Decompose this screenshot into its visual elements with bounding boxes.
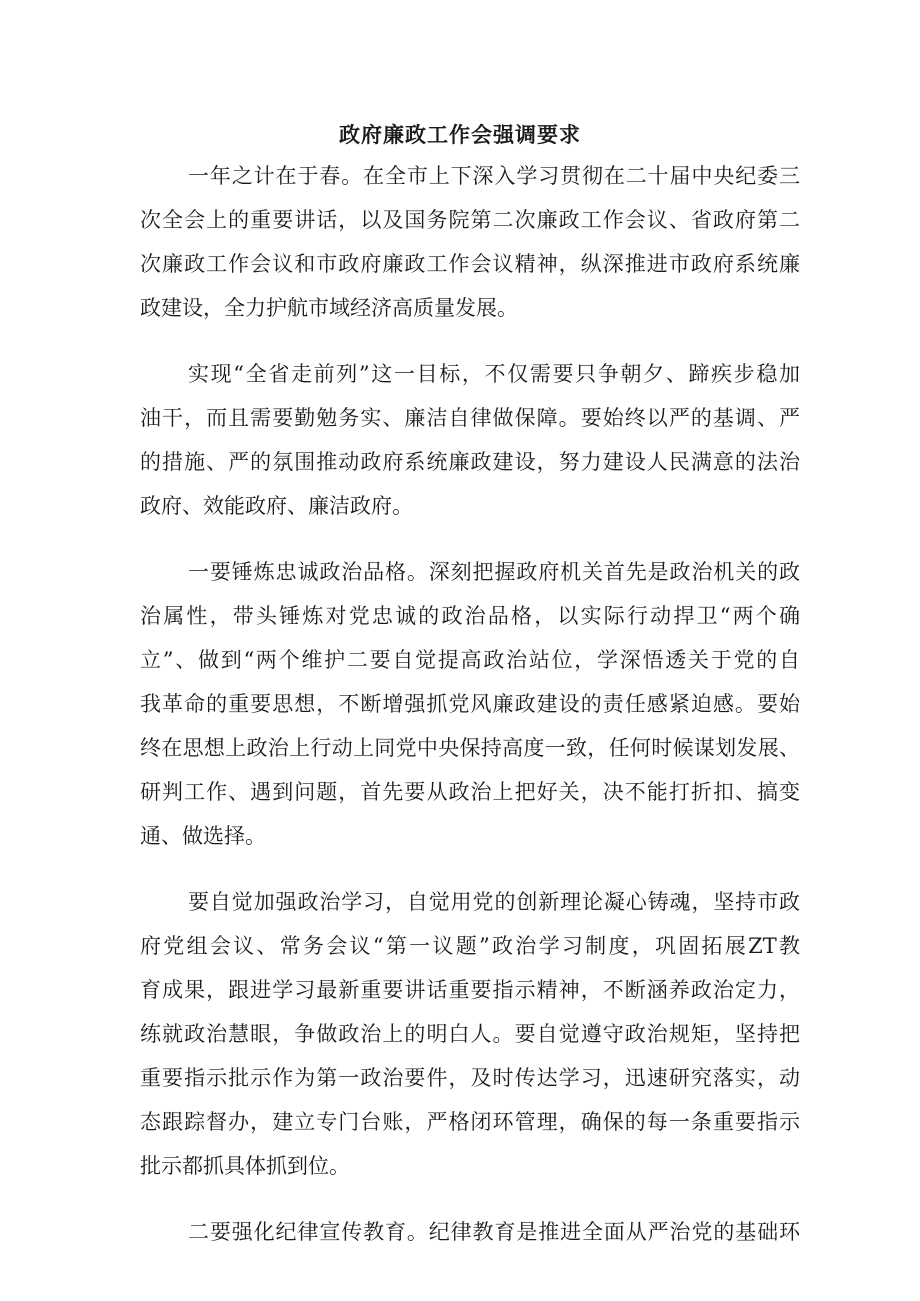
paragraph (140, 550, 800, 858)
paragraph-line: 次全会上的重要讲话，以及国务院第二次廉政工作会议、省政府第二 (140, 208, 800, 232)
paragraph-gap (140, 858, 800, 880)
paragraph (140, 352, 800, 528)
paragraph-line: 一年之计在于春。在全市上下深入学习贯彻在二十届中央纪委三 (188, 164, 800, 188)
paragraph-line: 我革命的重要思想，不断增强抓党风廉政建设的责任感紧迫感。要始 (140, 692, 800, 716)
paragraph-line: 通、做选择。 (140, 824, 266, 848)
paragraph (140, 154, 800, 330)
paragraph-line: 研判工作、遇到问题，首先要从政治上把好关，决不能打折扣、搞变 (140, 780, 800, 804)
paragraph (140, 880, 800, 1188)
paragraph-gap (140, 528, 800, 550)
paragraph (140, 1210, 800, 1254)
paragraph-line: 一要锤炼忠诚政治品格。深刻把握政府机关首先是政治机关的政 (188, 560, 800, 584)
paragraph-line: 府党组会议、常务会议“第一议题”政治学习制度，巩固拓展ZT教 (140, 934, 800, 958)
paragraph-line: 态跟踪督办，建立专门台账，严格闭环管理，确保的每一条重要指示 (140, 1110, 800, 1134)
paragraph-gap (140, 1188, 800, 1210)
paragraph-line: 批示都抓具体抓到位。 (140, 1154, 350, 1178)
document-title: 政府廉政工作会强调要求 (339, 122, 581, 147)
paragraph-line: 政府、效能政府、廉洁政府。 (140, 494, 413, 518)
paragraph-line: 油干，而且需要勤勉务实、廉洁自律做保障。要始终以严的基调、严 (140, 406, 800, 430)
paragraph-line: 终在思想上政治上行动上同党中央保持高度一致，任何时候谋划发展、 (140, 736, 800, 760)
paragraph-gap (140, 330, 800, 352)
document-body (140, 154, 800, 1254)
paragraph-line: 政建设，全力护航市域经济高质量发展。 (140, 296, 518, 320)
paragraph-line: 要自觉加强政治学习，自觉用党的创新理论凝心铸魂，坚持市政 (188, 890, 800, 914)
paragraph-line: 育成果，跟进学习最新重要讲话重要指示精神，不断涵养政治定力， (140, 978, 800, 1002)
paragraph-line: 实现“全省走前列”这一目标，不仅需要只争朝夕、蹄疾步稳加 (188, 362, 800, 386)
paragraph-line: 重要指示批示作为第一政治要件，及时传达学习，迅速研究落实，动 (140, 1066, 800, 1090)
paragraph-line: 次廉政工作会议和市政府廉政工作会议精神，纵深推进市政府系统廉 (140, 252, 800, 276)
paragraph-line: 练就政治慧眼，争做政治上的明白人。要自觉遵守政治规矩，坚持把 (140, 1022, 800, 1046)
paragraph-line: 立”、做到“两个维护二要自觉提高政治站位，学深悟透关于党的自 (140, 648, 800, 672)
paragraph-line: 治属性，带头锤炼对党忠诚的政治品格，以实际行动捍卫“两个确 (140, 604, 800, 628)
paragraph-line: 的措施、严的氛围推动政府系统廉政建设，努力建设人民满意的法治 (140, 450, 800, 474)
paragraph-line: 二要强化纪律宣传教育。纪律教育是推进全面从严治党的基础环 (188, 1220, 800, 1244)
